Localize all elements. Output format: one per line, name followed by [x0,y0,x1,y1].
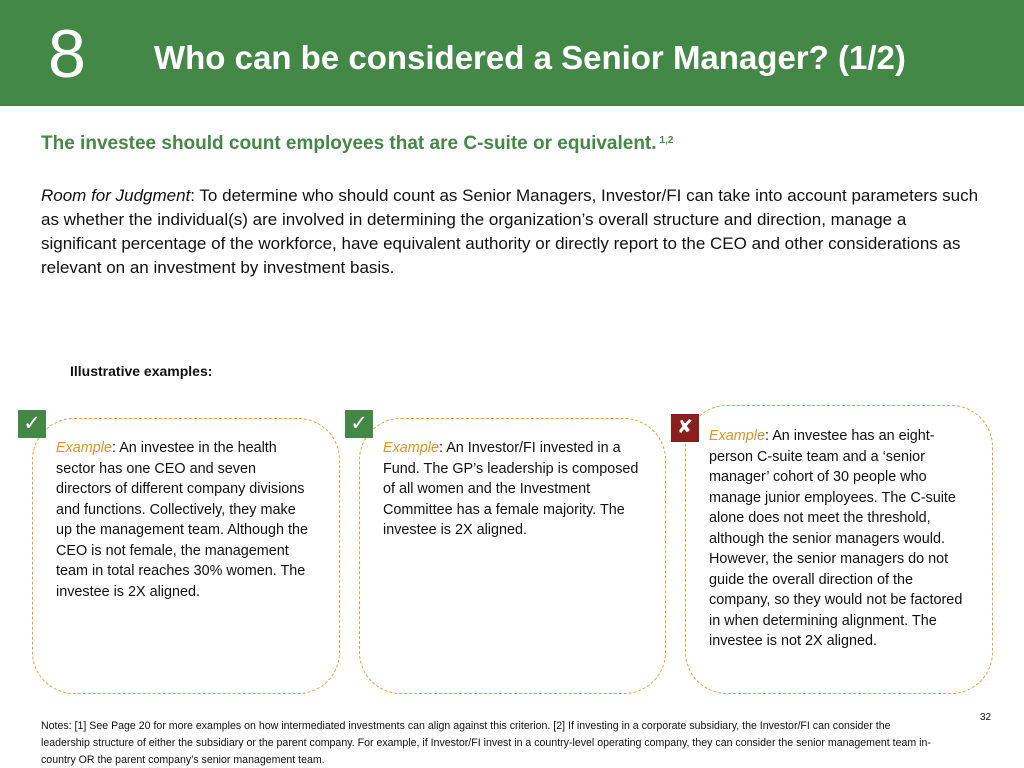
check-icon: ✓ [18,410,46,438]
example-lead-3: Example [709,428,765,444]
room-for-judgment [41,184,981,280]
check-icon: ✓ [345,410,373,438]
illustrative-label: Illustrative examples: [70,363,213,379]
example-lead-2: Example [383,440,439,456]
example-text-2 [383,438,645,541]
slide-title: Who can be considered a Senior Manager? (1/2) [154,39,906,76]
key-statement-text: The investee should count employees that are C-suite or equivalent. [41,133,657,154]
slide-number: 8 [48,16,86,92]
key-statement [41,131,673,157]
header-bar [0,0,1024,106]
example-text-3 [709,426,971,652]
page-number: 32 [980,712,992,723]
judgment-lead: Room for Judgment [41,186,191,205]
example-text-1 [56,438,314,602]
cross-icon: ✘ [671,414,699,442]
example-lead-1: Example [56,440,112,456]
example-body-3: : An investee has an eight-person C-suite team and a ‘senior manager’ cohort of 30 people who manage junior employees. The C-suite alone does not meet the threshold, although the senior managers would. However, the senior managers do not guide the overall direction of the company, so they would not be factored in when determining alignment. The investee is not 2X aligned. [709,428,963,649]
example-body-2: : An Investor/FI invested in a Fund. The GP’s leadership is composed of all women and the Investment Committee has a female majority. The investee is 2X aligned. [383,440,639,538]
footnotes: Notes: [1] See Page 20 for more examples on how intermediated investments can align against this criterion. [2] If investing in a corporate subsidiary, the Investor/FI can consider the leadership structure of either the subsidiary or the parent company. For example, if Investor/FI invest in a country-level operating company, they can consider the senior management team in-country OR the parent company’s senior management team. [41,720,931,766]
example-body-1: : An investee in the health sector has one CEO and seven directors of different company divisions and functions. Collectively, they make up the management team. Although the CEO is not female, the management team in total reaches 30% women. The investee is 2X aligned. [56,440,309,600]
footnote-refs: 1,2 [659,135,674,146]
judgment-body: : To determine who should count as Senior Managers, Investor/FI can take into account parameters such as whether the individual(s) are involved in determining the organization’s overall structure and direction, manage a significant percentage of the workforce, have equivalent authority or directly report to the CEO and other considerations as relevant on an investment by investment basis. [41,186,979,277]
